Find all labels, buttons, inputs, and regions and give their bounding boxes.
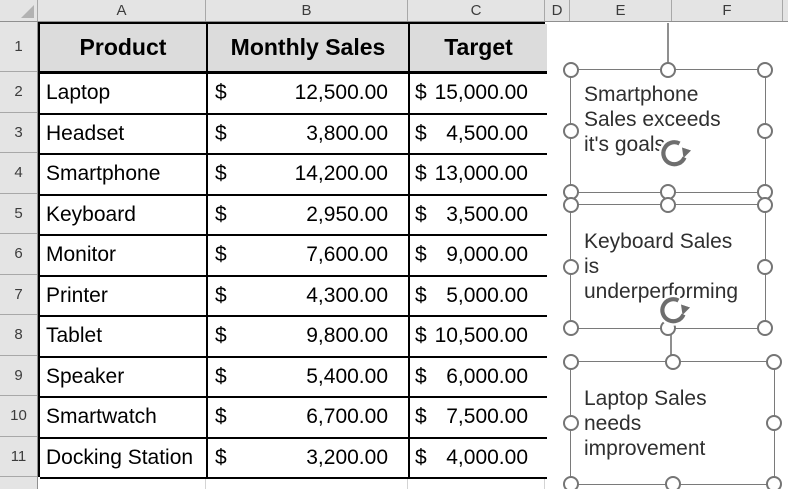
row-header-strip: [0, 22, 38, 489]
row-header-6[interactable]: 6: [0, 234, 37, 275]
column-header-e[interactable]: E: [570, 0, 672, 21]
row-header-3[interactable]: 3: [0, 113, 37, 154]
amount: 5,400.00: [306, 364, 388, 388]
monthly-sales-cell[interactable]: [208, 115, 410, 156]
column-header-partial: [783, 0, 788, 21]
currency-symbol: $: [415, 202, 427, 226]
resize-handle-ne[interactable]: [757, 62, 773, 78]
amount: 7,600.00: [306, 243, 388, 267]
resize-handle-s[interactable]: [665, 476, 681, 489]
currency-symbol: $: [415, 162, 427, 186]
resize-handle-n[interactable]: [660, 62, 676, 78]
rotate-handle-icon[interactable]: [656, 294, 694, 326]
product-cell[interactable]: Printer: [40, 277, 208, 318]
product-cell[interactable]: Keyboard: [40, 196, 208, 237]
textbox-laptop-note[interactable]: [570, 361, 775, 485]
target-cell[interactable]: [410, 358, 547, 399]
monthly-sales-cell[interactable]: [208, 277, 410, 318]
target-cell[interactable]: [410, 115, 547, 156]
currency-symbol: $: [415, 243, 427, 267]
product-cell[interactable]: Laptop: [40, 74, 208, 115]
textbox-text: needs: [584, 411, 642, 435]
column-header-b[interactable]: B: [206, 0, 408, 21]
amount: 2,950.00: [306, 202, 388, 226]
sales-table: [38, 22, 545, 477]
currency-symbol: $: [415, 81, 427, 105]
row-header-5[interactable]: 5: [0, 194, 37, 235]
table-header-target[interactable]: Target: [410, 24, 547, 74]
textbox-text: underperforming: [584, 280, 739, 303]
row-header-1[interactable]: 1: [0, 22, 37, 72]
textbox-text: improvement: [584, 436, 706, 460]
amount: 10,500.00: [434, 324, 528, 348]
target-cell[interactable]: [410, 155, 547, 196]
currency-symbol: $: [215, 162, 227, 186]
table-header-monthly-sales[interactable]: Monthly Sales: [208, 24, 410, 74]
product-cell[interactable]: Smartphone: [40, 155, 208, 196]
table-header-product[interactable]: Product: [40, 24, 208, 74]
currency-symbol: $: [415, 445, 427, 469]
amount: 4,500.00: [446, 121, 528, 145]
select-all-corner[interactable]: [0, 0, 38, 21]
amount: 3,500.00: [446, 202, 528, 226]
textbox-text: Keyboard Sales: [584, 230, 733, 253]
resize-handle-e[interactable]: [757, 123, 773, 139]
textbox-text: Laptop Sales: [584, 386, 707, 410]
row-header-7[interactable]: 7: [0, 275, 37, 316]
monthly-sales-cell[interactable]: [208, 317, 410, 358]
amount: 14,200.00: [294, 162, 388, 186]
product-cell[interactable]: Docking Station: [40, 439, 208, 480]
monthly-sales-cell[interactable]: [208, 74, 410, 115]
textbox-text: Sales exceeds: [584, 108, 721, 131]
resize-handle-w[interactable]: [563, 259, 579, 275]
textbox-text: it's goals: [584, 133, 666, 156]
amount: 7,500.00: [446, 405, 528, 429]
amount: 13,000.00: [434, 162, 528, 186]
textbox-text: Smartphone: [584, 83, 699, 106]
resize-handle-se[interactable]: [766, 476, 782, 489]
row-header-4[interactable]: 4: [0, 153, 37, 194]
currency-symbol: $: [215, 202, 227, 226]
resize-handle-sw[interactable]: [563, 320, 579, 336]
resize-handle-n[interactable]: [665, 354, 681, 370]
resize-handle-e[interactable]: [766, 415, 782, 431]
currency-symbol: $: [215, 81, 227, 105]
column-header-strip: [0, 0, 788, 22]
row-header-10[interactable]: 10: [0, 396, 37, 437]
currency-symbol: $: [215, 283, 227, 307]
monthly-sales-cell[interactable]: [208, 358, 410, 399]
row-header-9[interactable]: 9: [0, 356, 37, 397]
product-cell[interactable]: Tablet: [40, 317, 208, 358]
row-header-11[interactable]: 11: [0, 437, 37, 478]
monthly-sales-cell[interactable]: [208, 398, 410, 439]
amount: 3,800.00: [306, 121, 388, 145]
row-header-8[interactable]: 8: [0, 315, 37, 356]
amount: 6,700.00: [306, 405, 388, 429]
currency-symbol: $: [415, 364, 427, 388]
target-cell[interactable]: [410, 74, 547, 115]
monthly-sales-cell[interactable]: [208, 236, 410, 277]
amount: 12,500.00: [294, 81, 388, 105]
amount: 9,000.00: [446, 243, 528, 267]
column-header-a[interactable]: A: [38, 0, 206, 21]
resize-handle-n[interactable]: [660, 197, 676, 213]
currency-symbol: $: [215, 405, 227, 429]
currency-symbol: $: [415, 283, 427, 307]
currency-symbol: $: [215, 445, 227, 469]
target-cell[interactable]: [410, 398, 547, 439]
amount: 5,000.00: [446, 283, 528, 307]
product-cell[interactable]: Smartwatch: [40, 398, 208, 439]
select-all-triangle-icon: [21, 5, 34, 18]
resize-handle-sw[interactable]: [563, 476, 579, 489]
monthly-sales-cell[interactable]: [208, 439, 410, 480]
currency-symbol: $: [415, 405, 427, 429]
currency-symbol: $: [215, 243, 227, 267]
amount: 4,300.00: [306, 283, 388, 307]
row-header-partial: [0, 477, 37, 489]
target-cell[interactable]: [410, 277, 547, 318]
amount: 9,800.00: [306, 324, 388, 348]
product-cell[interactable]: Monitor: [40, 236, 208, 277]
column-header-f[interactable]: F: [672, 0, 783, 21]
resize-handle-nw[interactable]: [563, 62, 579, 78]
product-cell[interactable]: Headset: [40, 115, 208, 156]
currency-symbol: $: [215, 121, 227, 145]
resize-handle-w[interactable]: [563, 123, 579, 139]
currency-symbol: $: [415, 324, 427, 348]
amount: 15,000.00: [434, 81, 528, 105]
resize-handle-nw[interactable]: [563, 354, 579, 370]
resize-handle-w[interactable]: [563, 415, 579, 431]
row-header-2[interactable]: 2: [0, 72, 37, 113]
textbox-smartphone-note[interactable]: [570, 69, 766, 193]
target-cell[interactable]: [410, 196, 547, 237]
amount: 3,200.00: [306, 445, 388, 469]
resize-handle-nw[interactable]: [563, 197, 579, 213]
target-cell[interactable]: [410, 317, 547, 358]
resize-handle-ne[interactable]: [766, 354, 782, 370]
rotate-handle-icon[interactable]: [657, 137, 695, 169]
currency-symbol: $: [215, 324, 227, 348]
column-header-d[interactable]: D: [545, 0, 570, 21]
resize-handle-e[interactable]: [757, 259, 773, 275]
monthly-sales-cell[interactable]: [208, 196, 410, 237]
monthly-sales-cell[interactable]: [208, 155, 410, 196]
textbox-text: is: [584, 255, 600, 278]
column-header-c[interactable]: C: [408, 0, 545, 21]
amount: 6,000.00: [446, 364, 528, 388]
currency-symbol: $: [215, 364, 227, 388]
resize-handle-ne[interactable]: [757, 197, 773, 213]
product-cell[interactable]: Speaker: [40, 358, 208, 399]
currency-symbol: $: [415, 121, 427, 145]
amount: 4,000.00: [446, 445, 528, 469]
resize-handle-se[interactable]: [757, 320, 773, 336]
target-cell[interactable]: [410, 439, 547, 480]
target-cell[interactable]: [410, 236, 547, 277]
